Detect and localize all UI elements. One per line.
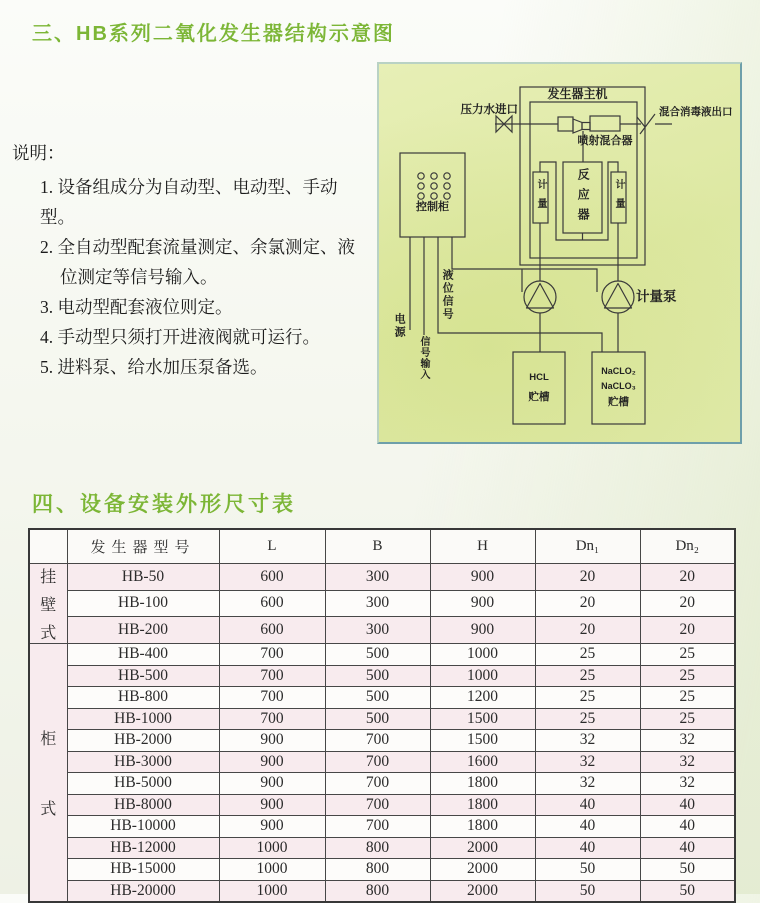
dim-cell: 600 [219, 617, 325, 644]
dim-cell: 600 [219, 564, 325, 591]
dim-cell: 32 [535, 730, 640, 752]
dim-cell: 700 [219, 708, 325, 730]
note-line: 位测定等信号输入。 [60, 267, 218, 287]
dim-cell: 25 [640, 687, 735, 709]
notes-block [12, 138, 364, 382]
group-cell: 柜 式 [29, 644, 67, 902]
dim-cell: 40 [535, 837, 640, 859]
dim-cell: 25 [640, 708, 735, 730]
dim-cell: 900 [219, 730, 325, 752]
dim-cell: 700 [219, 687, 325, 709]
table-row [29, 730, 735, 752]
column-header: Dn₁ [535, 529, 640, 564]
diagram-panel [377, 62, 742, 444]
dim-cell: 50 [640, 859, 735, 881]
naclo-tank-label-3: 贮槽 [608, 396, 629, 409]
table-row [29, 617, 735, 644]
section-3-title: 三、HB系列二氧化发生器结构示意图 [32, 23, 395, 45]
dim-cell: 1200 [430, 687, 535, 709]
table-row [29, 687, 735, 709]
power-label: 电源 [393, 313, 406, 339]
pump-symbol-left [524, 281, 556, 313]
dim-cell: 1000 [430, 665, 535, 687]
dim-cell: 25 [640, 644, 735, 666]
dim-cell: 50 [535, 880, 640, 902]
dim-cell: 900 [219, 773, 325, 795]
dim-cell: 1000 [219, 859, 325, 881]
dim-cell: 500 [325, 708, 430, 730]
dim-cell: 40 [535, 816, 640, 838]
table-row [29, 590, 735, 617]
dim-cell: 20 [640, 617, 735, 644]
table-row [29, 816, 735, 838]
dim-cell: 20 [640, 564, 735, 591]
dim-cell: 1000 [430, 644, 535, 666]
dim-cell: 25 [535, 687, 640, 709]
cabinet-indicator-lights [418, 173, 450, 199]
model-cell: HB-20000 [67, 880, 219, 902]
column-header: 发生器型号 [67, 529, 219, 564]
model-cell: HB-12000 [67, 837, 219, 859]
note-line: 2. 全自动型配套流量测定、余氯测定、液 [40, 237, 355, 257]
dim-cell: 900 [219, 816, 325, 838]
dim-cell: 32 [640, 751, 735, 773]
column-header: B [325, 529, 430, 564]
model-cell: HB-15000 [67, 859, 219, 881]
dim-cell: 900 [219, 751, 325, 773]
dim-cell: 20 [535, 564, 640, 591]
model-cell: HB-2000 [67, 730, 219, 752]
model-cell: HB-3000 [67, 751, 219, 773]
table-row [29, 880, 735, 902]
column-header: H [430, 529, 535, 564]
dim-cell: 1500 [430, 708, 535, 730]
dim-cell: 700 [325, 794, 430, 816]
dim-cell: 700 [219, 644, 325, 666]
dim-cell: 500 [325, 644, 430, 666]
dim-cell: 500 [325, 687, 430, 709]
table-row [29, 564, 735, 591]
column-header: L [219, 529, 325, 564]
model-cell: HB-1000 [67, 708, 219, 730]
dim-cell: 32 [535, 773, 640, 795]
reactor-label: 反应器 [576, 167, 591, 228]
dim-cell: 32 [640, 730, 735, 752]
note-line: 4. 手动型只须打开进液阀就可运行。 [40, 327, 320, 347]
notes-heading: 说明： [12, 143, 65, 163]
dim-cell: 50 [535, 859, 640, 881]
table-row [29, 751, 735, 773]
dim-cell: 900 [430, 590, 535, 617]
dim-cell: 1800 [430, 794, 535, 816]
dim-cell: 800 [325, 859, 430, 881]
dim-cell: 700 [325, 730, 430, 752]
model-cell: HB-800 [67, 687, 219, 709]
dim-cell: 500 [325, 665, 430, 687]
dim-cell: 300 [325, 564, 430, 591]
dim-cell: 700 [219, 665, 325, 687]
dim-cell: 32 [640, 773, 735, 795]
control-cabinet-label: 控制柜 [416, 201, 449, 213]
table-row [29, 794, 735, 816]
dim-cell: 1000 [219, 837, 325, 859]
hcl-tank-label-1: HCL [529, 371, 549, 383]
naclo-tank-label-2: NaCLO₃ [601, 381, 636, 392]
dim-cell: 25 [535, 644, 640, 666]
section-4-title: 四、设备安装外形尺寸表 [32, 493, 296, 516]
dim-cell: 300 [325, 590, 430, 617]
dim-cell: 700 [325, 816, 430, 838]
dim-cell: 40 [535, 794, 640, 816]
dimensions-table [28, 528, 736, 903]
table-row [29, 837, 735, 859]
model-cell: HB-200 [67, 617, 219, 644]
table-row [29, 708, 735, 730]
table-row [29, 665, 735, 687]
water-inlet-label: 压力水进口 [460, 104, 518, 116]
signal-input-label: 信号输入 [418, 336, 429, 380]
dim-cell: 40 [640, 837, 735, 859]
table-row [29, 773, 735, 795]
dim-cell: 32 [535, 751, 640, 773]
model-cell: HB-50 [67, 564, 219, 591]
group-header-cell [29, 529, 67, 564]
dim-cell: 900 [430, 617, 535, 644]
column-header: Dn₂ [640, 529, 735, 564]
note-line: 3. 电动型配套液位则定。 [40, 297, 233, 317]
dim-cell: 50 [640, 880, 735, 902]
dim-cell: 2000 [430, 837, 535, 859]
dim-cell: 1800 [430, 816, 535, 838]
model-cell: HB-100 [67, 590, 219, 617]
meter-right-label: 计量 [613, 178, 624, 217]
notes-lines [12, 172, 364, 382]
model-cell: HB-8000 [67, 794, 219, 816]
model-cell: HB-5000 [67, 773, 219, 795]
outlet-label: 混合消毒液出口 [659, 106, 733, 118]
hcl-tank-label-2: 贮槽 [528, 390, 550, 403]
metering-pump-label: 计量泵 [636, 289, 677, 304]
dim-cell: 40 [640, 816, 735, 838]
dim-cell: 800 [325, 880, 430, 902]
dim-cell: 900 [219, 794, 325, 816]
note-line: 1. 设备组成分为自动型、电动型、手动型。 [40, 177, 338, 227]
dim-cell: 900 [430, 564, 535, 591]
table-row [29, 859, 735, 881]
dim-cell: 20 [535, 590, 640, 617]
table-row [29, 644, 735, 666]
dim-cell: 700 [325, 773, 430, 795]
group-cell: 挂 壁 式 [29, 564, 67, 644]
dim-cell: 1600 [430, 751, 535, 773]
dim-cell: 700 [325, 751, 430, 773]
main-unit-label: 发生器主机 [547, 87, 608, 101]
jet-mixer-shape [558, 116, 620, 133]
naclo-tank-label-1: NaCLO₂ [601, 366, 636, 377]
dim-cell: 20 [640, 590, 735, 617]
dim-cell: 2000 [430, 859, 535, 881]
dim-cell: 300 [325, 617, 430, 644]
meter-left-label: 计量 [535, 178, 546, 217]
pump-symbol-right [602, 281, 634, 313]
note-line: 5. 进料泵、给水加压泵备选。 [40, 357, 268, 377]
dim-cell: 1800 [430, 773, 535, 795]
model-cell: HB-10000 [67, 816, 219, 838]
control-cabinet-box [400, 153, 465, 237]
dim-cell: 1500 [430, 730, 535, 752]
dim-cell: 1000 [219, 880, 325, 902]
level-signal-label: 液位信号 [441, 269, 454, 321]
model-cell: HB-500 [67, 665, 219, 687]
dim-cell: 20 [535, 617, 640, 644]
jet-mixer-label: 喷射混合器 [577, 135, 633, 147]
dim-cell: 2000 [430, 880, 535, 902]
dim-cell: 25 [535, 665, 640, 687]
dim-cell: 800 [325, 837, 430, 859]
model-cell: HB-400 [67, 644, 219, 666]
dim-cell: 40 [640, 794, 735, 816]
dim-cell: 25 [535, 708, 640, 730]
dim-cell: 25 [640, 665, 735, 687]
table-header-row [29, 529, 735, 564]
dim-cell: 600 [219, 590, 325, 617]
